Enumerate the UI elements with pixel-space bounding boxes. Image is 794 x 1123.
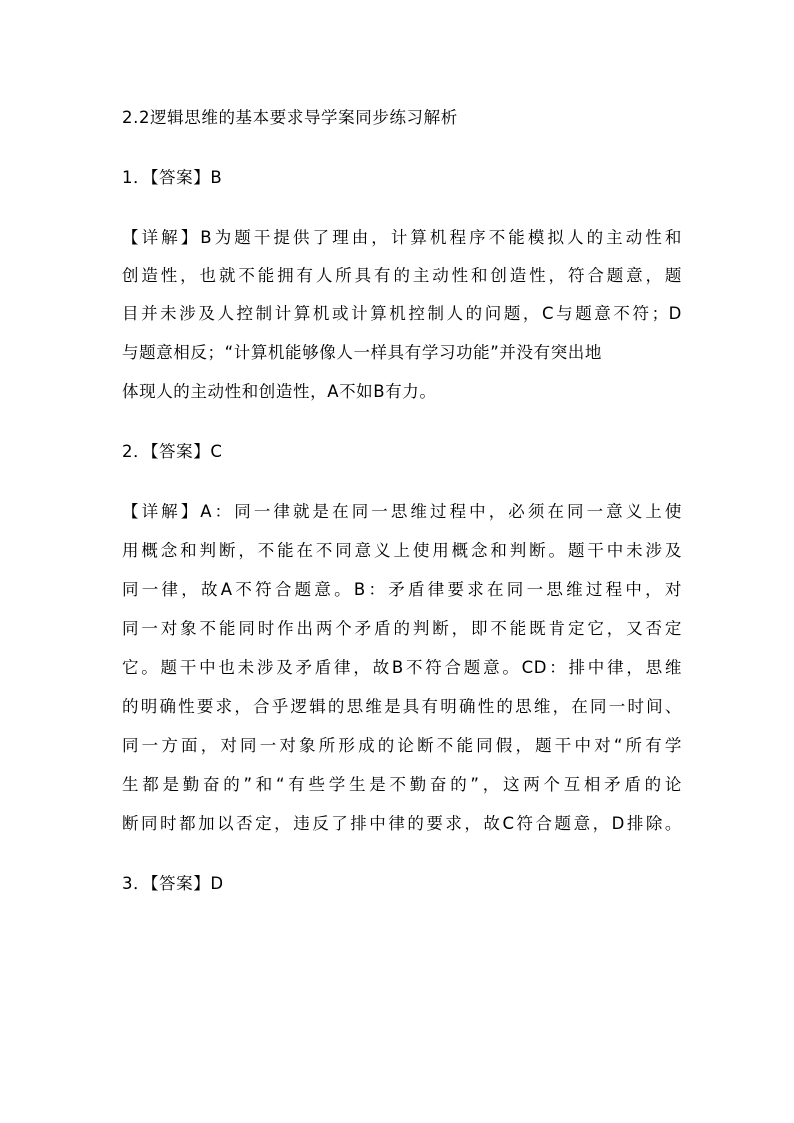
question-2-detail-line-6: 的明确性要求，合乎逻辑的思维是具有明确性的思维，在同一时间、: [122, 697, 682, 716]
question-1-detail-line-3: 目并未涉及人控制计算机或计算机控制人的问题，C与题意不符；D: [122, 304, 682, 323]
question-2-detail-line-9: 断同时都加以否定，违反了排中律的要求，故C符合题意，D排除。: [122, 814, 682, 833]
question-2-detail-line-1: 【详解】A：同一律就是在同一思维过程中，必须在同一意义上使: [122, 502, 682, 521]
question-2-detail-line-3: 同一律，故A不符合题意。B：矛盾律要求在同一思维过程中，对: [122, 580, 682, 599]
question-2-detail-line-2: 用概念和判断，不能在不同意义上使用概念和判断。题干中未涉及: [122, 541, 682, 560]
document-title: 2.2逻辑思维的基本要求导学案同步练习解析: [122, 108, 458, 127]
question-2-detail-line-7: 同一方面，对同一对象所形成的论断不能同假，题干中对“所有学: [122, 736, 682, 755]
question-1-detail-line-5: 体现人的主动性和创造性，A不如B有力。: [122, 382, 437, 401]
question-2-detail-line-5: 它。题干中也未涉及矛盾律，故B不符合题意。CD：排中律，思维: [122, 658, 682, 677]
question-1-detail-line-4: 与题意相反；“计算机能够像人一样具有学习功能”并没有突出地: [122, 343, 602, 362]
question-1-detail-line-1: 【详解】B为题干提供了理由，计算机程序不能模拟人的主动性和: [122, 228, 682, 247]
question-1-detail-line-2: 创造性，也就不能拥有人所具有的主动性和创造性，符合题意，题: [122, 266, 682, 285]
question-2-answer: 2．【答案】C: [122, 442, 223, 461]
question-2-detail-line-8: 生都是勤奋的”和“有些学生是不勤奋的”，这两个互相矛盾的论: [122, 775, 682, 794]
question-3-answer: 3．【答案】D: [122, 874, 224, 893]
question-1-answer: 1．【答案】B: [122, 168, 223, 187]
question-2-detail-line-4: 同一对象不能同时作出两个矛盾的判断，即不能既肯定它，又否定: [122, 619, 682, 638]
